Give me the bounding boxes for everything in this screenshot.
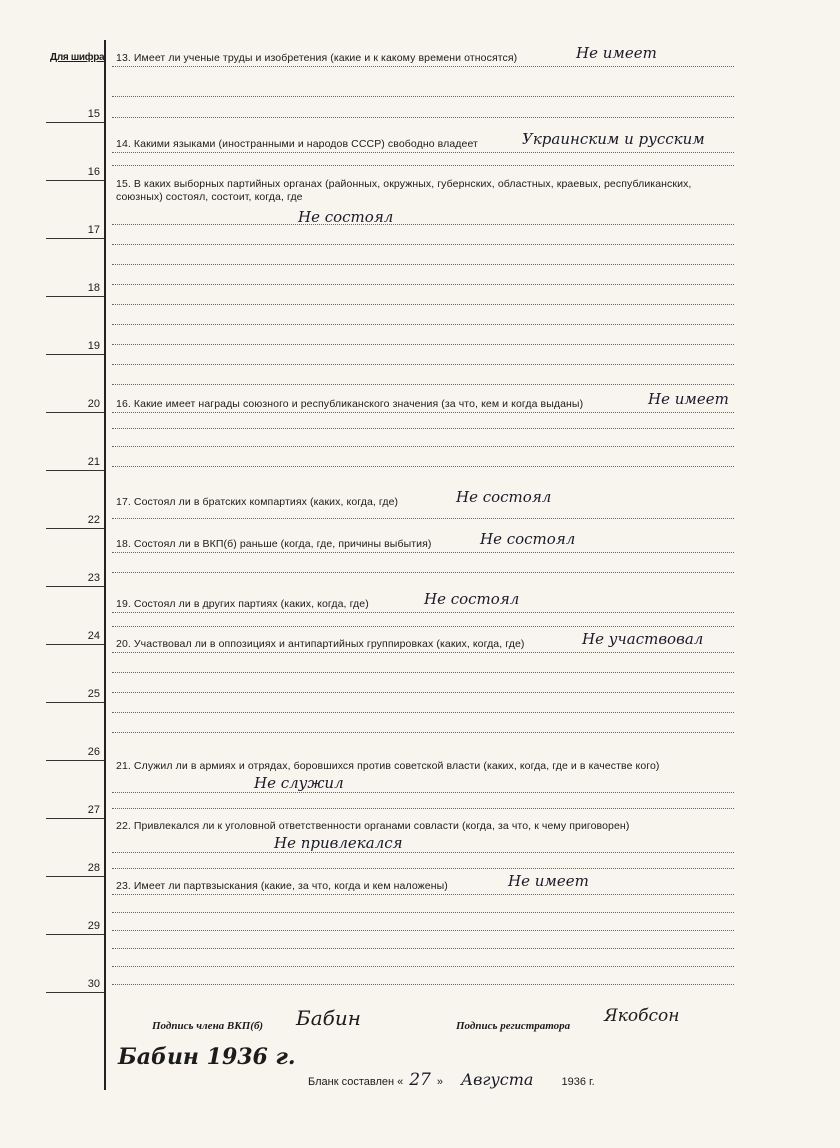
fill-line: [112, 572, 734, 573]
question-19: 19. Состоял ли в других партиях (каких, когда, где): [116, 598, 369, 610]
margin-tick: [46, 122, 104, 123]
margin-number: 22: [87, 514, 100, 526]
margin-tick: [46, 934, 104, 935]
margin-number: 19: [87, 340, 100, 352]
fill-line: [112, 626, 734, 627]
fill-line: [112, 518, 734, 519]
margin-number: 17: [87, 224, 100, 236]
fill-line: [112, 384, 734, 385]
answer-21: Не служил: [254, 774, 344, 792]
fill-line: [112, 364, 734, 365]
compiled-day: 27: [409, 1070, 431, 1090]
fill-line: [112, 96, 734, 97]
margin-tick: [46, 702, 104, 703]
fill-line: [112, 224, 734, 225]
question-17: 17. Состоял ли в братских компартиях (каких, когда, где): [116, 496, 399, 508]
fill-line: [112, 466, 734, 467]
fill-line: [112, 808, 734, 809]
question-18: 18. Состоял ли в ВКП(б) раньше (когда, где, причины выбытия): [116, 538, 432, 550]
fill-line: [112, 930, 734, 931]
fill-line: [112, 165, 734, 166]
margin-tick: [46, 760, 104, 761]
compiled-mid: »: [436, 1076, 443, 1088]
margin-tick: [46, 818, 104, 819]
fill-line: [112, 792, 734, 793]
registrar-signature: Якобсон: [604, 1006, 680, 1026]
margin-tick: [46, 354, 104, 355]
fill-line: [112, 117, 734, 118]
fill-line: [112, 672, 734, 673]
margin-number: 28: [87, 862, 100, 874]
answer-13: Не имеет: [576, 44, 657, 62]
member-signature-label: Подпись члена ВКП(б): [152, 1020, 264, 1032]
fill-line: [112, 966, 734, 967]
margin-number: 21: [87, 456, 100, 468]
answer-15: Не состоял: [298, 208, 394, 226]
margin-tick: [46, 296, 104, 297]
fill-line: [112, 552, 734, 553]
fill-line: [112, 304, 734, 305]
margin-number: 24: [87, 630, 100, 642]
fill-line: [112, 712, 734, 713]
answer-18: Не состоял: [480, 530, 576, 548]
margin-tick: [46, 876, 104, 877]
margin-number: 16: [87, 166, 100, 178]
fill-line: [112, 428, 734, 429]
fill-line: [112, 612, 734, 613]
answer-20: Не участвовал: [582, 630, 704, 648]
margin-tick: [46, 470, 104, 471]
fill-line: [112, 948, 734, 949]
question-13: 13. Имеет ли ученые труды и изобретения (какие и к какому времени относятся): [116, 52, 518, 64]
fill-line: [112, 652, 734, 653]
registrar-signature-label: Подпись регистратора: [456, 1020, 571, 1032]
margin-number: 26: [87, 746, 100, 758]
fill-line: [112, 66, 734, 67]
fill-line: [112, 852, 734, 853]
question-16: 16. Какие имеет награды союзного и республиканского значения (за что, кем и когда выданы): [116, 398, 584, 410]
question-23: 23. Имеет ли партвзыскания (какие, за что, когда и кем наложены): [116, 880, 448, 892]
answer-16: Не имеет: [648, 390, 729, 408]
fill-line: [112, 344, 734, 345]
answer-22: Не привлекался: [274, 834, 403, 852]
margin-number: 30: [87, 978, 100, 990]
fill-line: [112, 412, 734, 413]
fill-line: [112, 984, 734, 985]
margin-number: 25: [87, 688, 100, 700]
compiled-prefix: Бланк составлен «: [308, 1076, 404, 1088]
question-15: 15. В каких выборных партийных органах (районных, окружных, губернских, областных, краевых, республиканских, союзных) состоял, состоит, когда, где: [116, 178, 692, 203]
compiled-date-line: [308, 1070, 595, 1090]
margin-tick: [46, 992, 104, 993]
answer-17: Не состоял: [456, 488, 552, 506]
fill-line: [112, 446, 734, 447]
margin-number: 15: [87, 108, 100, 120]
answer-19: Не состоял: [424, 590, 520, 608]
member-signature: Бабин: [296, 1006, 361, 1030]
question-14: 14. Какими языками (иностранными и народов СССР) свободно владеет: [116, 138, 478, 150]
margin-number: 29: [87, 920, 100, 932]
margin-number: 18: [87, 282, 100, 294]
fill-line: [112, 152, 734, 153]
question-22: 22. Привлекался ли к уголовной ответственности органами совласти (когда, за что, к чему приговорен): [116, 820, 630, 832]
margin-tick: [46, 528, 104, 529]
margin-tick: [46, 238, 104, 239]
fill-line: [112, 912, 734, 913]
fill-line: [112, 894, 734, 895]
answer-23: Не имеет: [508, 872, 589, 890]
answer-14: Украинским и русским: [522, 130, 705, 148]
fill-line: [112, 264, 734, 265]
question-20: 20. Участвовал ли в оппозициях и антипартийных группировках (каких, когда, где): [116, 638, 525, 650]
margin-header: Для шифра: [50, 52, 105, 63]
fill-line: [112, 284, 734, 285]
handwritten-note: Бабин 1936 г.: [118, 1044, 296, 1070]
margin-tick: [46, 180, 104, 181]
fill-line: [112, 324, 734, 325]
margin-tick: [46, 586, 104, 587]
fill-line: [112, 244, 734, 245]
compiled-year: 1936 г.: [561, 1076, 595, 1088]
margin-tick: [46, 644, 104, 645]
compiled-month: Августа: [461, 1070, 534, 1089]
margin-rule: [104, 40, 106, 1090]
fill-line: [112, 868, 734, 869]
fill-line: [112, 692, 734, 693]
margin-number: 27: [87, 804, 100, 816]
margin-number: 23: [87, 572, 100, 584]
question-21: 21. Служил ли в армиях и отрядах, боровшихся против советской власти (каких, когда, где и в качестве кого): [116, 760, 660, 772]
margin-tick: [46, 412, 104, 413]
margin-number: 20: [87, 398, 100, 410]
fill-line: [112, 732, 734, 733]
